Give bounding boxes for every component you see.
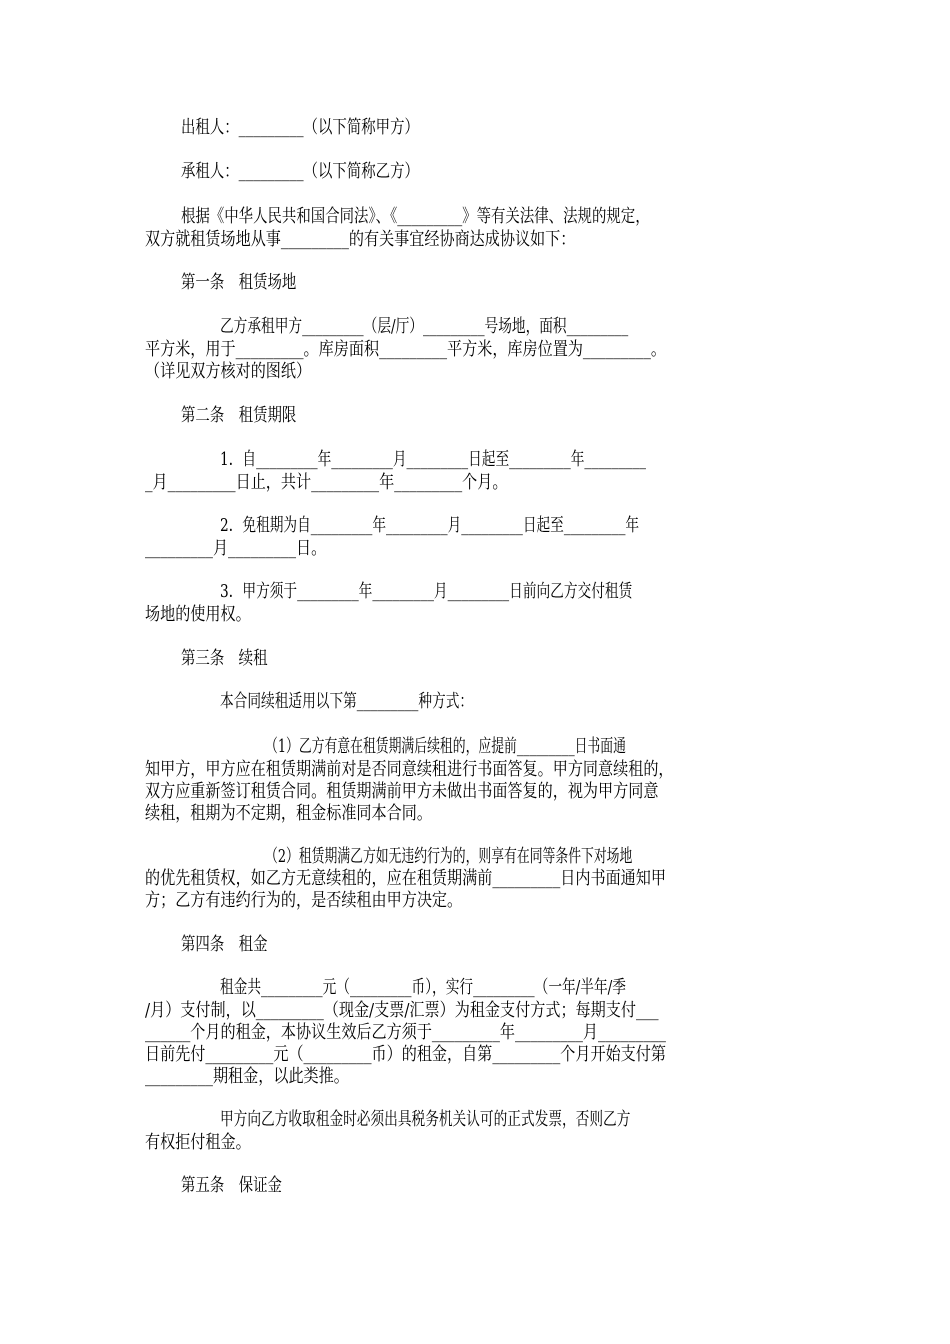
article-4-para-1-line-5: _________期租金，以此类推。 — [145, 1066, 349, 1087]
article-1-line-1: 乙方承租甲方_________（层/厅）_________号场地，面积_________ — [220, 316, 629, 337]
article-5-heading: 第五条 保证金 — [181, 1175, 282, 1196]
article-3-option-2-line-1: （2）租赁期满乙方如无违约行为的，则享有在同等条件下对场地 — [265, 846, 633, 867]
preamble-line-2: 双方就租赁场地从事_________的有关事宜经协商达成协议如下： — [145, 229, 576, 250]
article-4-para-1-line-3: ______个月的租金，本协议生效后乙方须于_________年_________月_________ — [145, 1022, 666, 1043]
article-4-para-1-line-2: /月）支付制，以_________（现金/支票/汇票）为租金支付方式；每期支付___ — [145, 1000, 659, 1021]
article-2-item-1-line-2: _月_________日止，共计_________年_________个月。 — [145, 472, 508, 493]
article-2-item-1-line-1: 1．自_________年_________月_________日起至_________年_________ — [220, 449, 646, 470]
lessor-line: 出租人：_________（以下简称甲方） — [181, 117, 419, 138]
article-2-item-2-line-2: _________月_________日。 — [145, 538, 327, 559]
article-4-para-1-line-1: 租金共_________元（_________币），实行_________（一年/半年/季 — [220, 977, 626, 998]
preamble-line-1: 根据《中华人民共和国合同法》、《_________》等有关法律、法规的规定， — [181, 206, 650, 227]
article-4-heading: 第四条 租金 — [181, 934, 268, 955]
article-3-option-1-line-4: 续租，租期为不定期，租金标准同本合同。 — [145, 803, 432, 824]
article-4-para-2-line-1: 甲方向乙方收取租金时必须出具税务机关认可的正式发票，否则乙方 — [220, 1109, 631, 1130]
article-4-para-2-line-2: 有权拒付租金。 — [145, 1132, 251, 1153]
article-3-heading: 第三条 续租 — [181, 648, 268, 669]
article-1-heading: 第一条 租赁场地 — [181, 272, 297, 293]
article-3-option-2-line-3: 方；乙方有违约行为的，是否续租由甲方决定。 — [145, 890, 463, 911]
article-2-heading: 第二条 租赁期限 — [181, 405, 297, 426]
article-2-item-3-line-1: 3．甲方须于_________年_________月_________日前向乙方交付租赁 — [220, 581, 633, 602]
article-1-line-3: （详见双方核对的图纸） — [145, 361, 312, 382]
article-3-option-2-line-2: 的优先租赁权，如乙方无意续租的，应在租赁期满前_________日内书面通知甲 — [145, 868, 666, 889]
lessee-line: 承租人：_________（以下简称乙方） — [181, 161, 419, 182]
article-2-item-3-line-2: 场地的使用权。 — [145, 604, 251, 625]
article-2-item-2-line-1: 2．免租期为自_________年_________月_________日起至_________年 — [220, 515, 640, 536]
article-3-intro: 本合同续租适用以下第_________种方式： — [220, 691, 474, 712]
article-3-option-1-line-2: 知甲方，甲方应在租赁期满前对是否同意续租进行书面答复。甲方同意续租的， — [145, 759, 674, 780]
article-4-para-1-line-4: 日前先付_________元（_________币）的租金，自第_________个月开始支付第 — [145, 1044, 666, 1065]
article-3-option-1-line-3: 双方应重新签订租赁合同。租赁期满前甲方未做出书面答复的，视为甲方同意 — [145, 781, 659, 802]
article-3-option-1-line-1: （1）乙方有意在租赁期满后续租的，应提前_________日书面通 — [265, 736, 626, 757]
article-1-line-2: 平方米，用于_________。库房面积_________平方米，库房位置为_________。 — [145, 339, 666, 360]
